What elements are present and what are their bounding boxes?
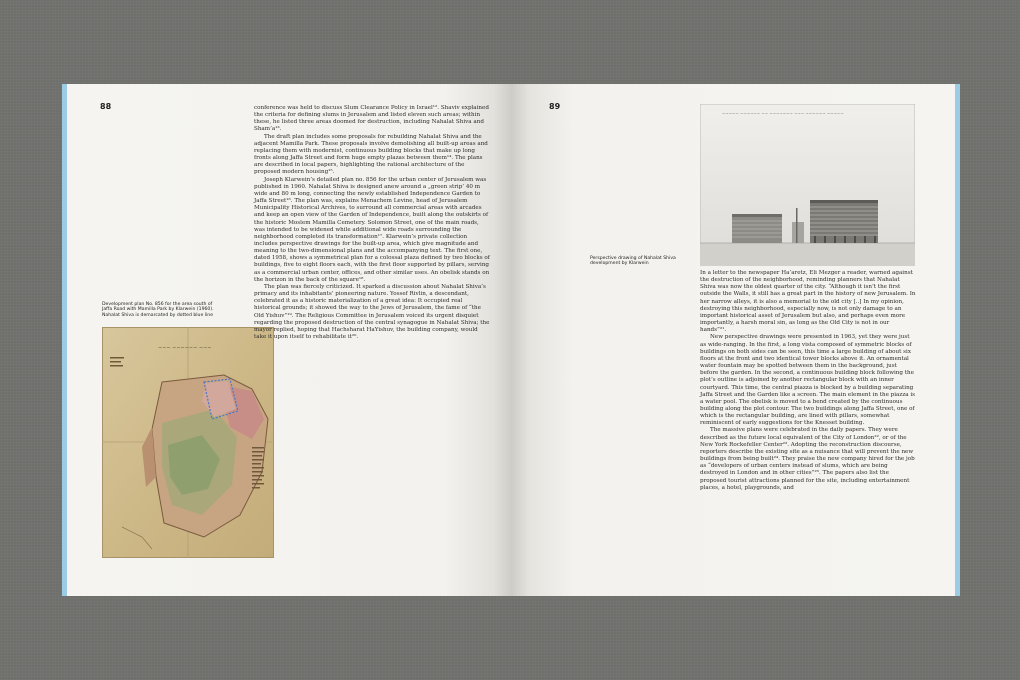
- paragraph: New perspective drawings were presented in 1963, yet they were just as wide-ranging. In the first, a long vista composed of symmetric blocks of buildings on both sides can be seen, this time a large building of about six floors at the front and two identical tower blocks above it. An ornamental water fountain may be spotted between them in the background, just before the garden. In the second, a continuous building block following the plot’s outline is adjoined by another rectangular block with an inner courtyard. This time, the central piazza is blocked by a building separating Jaffa Street and the Garden like a screen. The main element in the piazza is a water pool. The obelisk is moved to a bend created by the continuous building along the plot contour. The two buildings along Jaffa Street, one of which is the rectangular building, are lined with pillars, somewhat reminiscent of early suggestions for the Knesset building.: [700, 334, 916, 427]
- left-text-column: [254, 105, 490, 341]
- svg-text:~~~ ~~~~~~ ~~~: ~~~ ~~~~~~ ~~~: [158, 345, 212, 351]
- right-page: [511, 84, 955, 596]
- paragraph: The plan was fiercely criticized. It sparked a discussion about Nahalat Shiva’s primacy and its inhabitants’ pioneering nature. Yossef Rivlin, a descendant, celebrated it as a historic materialization of a great idea: It occupied real historical grounds; it showed the way to the Jews of Jerusalem, the fame of “the Old Yishuv”¹⁹. The Religious Committee in Jerusalem voiced its urgent disquiet regarding the proposed destruction of the central synagogue in Nahalat Shiva; the mayor replied, hoping that Hachsharat HaYishuv, the building company, would take it upon itself to rehabilitate it²⁰.: [254, 283, 490, 340]
- page-number-right: 89: [549, 102, 561, 111]
- development-plan-map: [102, 327, 274, 558]
- svg-text:~~~~~ ~~~~~~ ~~ ~~~~~~~ ~~~ ~~: ~~~~~ ~~~~~~ ~~ ~~~~~~~ ~~~ ~~~~~~ ~~~~~: [722, 111, 844, 116]
- paragraph: The draft plan includes some proposals for rebuilding Nahalat Shiva and the adjacent Mamilla Park. These proposals involve demolishing all built-up areas and replacing them with modernist, continuous building blocks that make up long fronts along Jaffa Street and form huge empty plazas between them¹⁴. The plans are described in local papers, highlighting the rational architecture of the proposed modern housing¹⁵.: [254, 133, 488, 176]
- book-edge-right: [955, 84, 960, 596]
- right-text-column: [700, 270, 916, 492]
- drawing-caption: Perspective drawing of Nahalat Shiva development by Klarwein: [590, 256, 676, 267]
- paragraph: In a letter to the newspaper Ha’aretz, Eli Mezger a reader, warned against the destruction of the neighborhood, reminding planners that Nahalat Shiva was now the oldest quarter of the city. “Although it isn’t the first outside the Walls, it still has a great part in the history of new Jerusalem. In her narrow alleys, it is also a memorial to the old city [..] In my opinion, destroying this neighborhood, especially now, is not only damage to an important historical asset of Jerusalem but also, and perhaps even more importantly, a harsh moral sin, as long as the Old City is not in our hands”²¹.: [700, 270, 916, 334]
- page-number-left: 88: [100, 102, 112, 111]
- left-page: [67, 84, 511, 596]
- paragraph: Joseph Klarwein’s detailed plan no. 856 for the urban center of Jerusalem was published in 1960. Nahalat Shiva is designed anew around a „green strip’ 40 m wide and 80 m long, connecting the newly established Independence Garden to Jaffa Street¹⁶. The plan was, explains Menachem Levine, head of Jerusalem Municipality Historical Archives, to surround all commercial areas with arcades and keep an open view of the Garden of Independence, built along the outskirts of the historic Moslem Mamilla Cemetery. Solomon Street, one of the main roads, was intended to be widened while additional wide roads surrounding the neighborhood completed its transformation¹⁷. Klarwein’s private collection includes perspective drawings for the built-up area, which give magnitude and meaning to the two-dimensional plans and the accompanying text. The first one, dated 1958, shows a symmetrical plan for a colossal plaza defined by two blocks of buildings, five to eight floors each, with the first floor supported by pillars, serving as a commercial urban center, offices, and other similar uses. An obelisk stands on the horizon in the back of the square¹⁸.: [254, 176, 490, 283]
- perspective-drawing: [700, 104, 915, 266]
- paragraph: conference was held to discuss Slum Clearance Policy in Israel¹². Shaviv explained the criteria for defining slums in Jerusalem and listed eleven such areas; within these, he listed three areas doomed for destruction, including Nahalat Shiva and Sham’a¹³.: [254, 105, 489, 133]
- map-caption: Development plan No. 856 for the area south of Jaffa Road with Mamilla Park by Klarwein (1960). Nahalat Shiva is demarcated by dotted blue line: [102, 302, 214, 318]
- open-book: [62, 84, 960, 596]
- paragraph: The massive plans were celebrated in the daily papers. They were described as the future local equivalent of the City of London²², or of the New York Rockefeller Center²³. Adopting the reconstruction discourse, reporters describe the existing site as a nuisance that will prevent the new buildings from being built²⁴. They praise the new company hired for the job as “developers of urban centers instead of slums, which are being destroyed in London and in other cities”²⁵. The papers also list the proposed tourist attractions planned for the site, including entertainment places, a hotel, playgrounds, and: [700, 427, 915, 491]
